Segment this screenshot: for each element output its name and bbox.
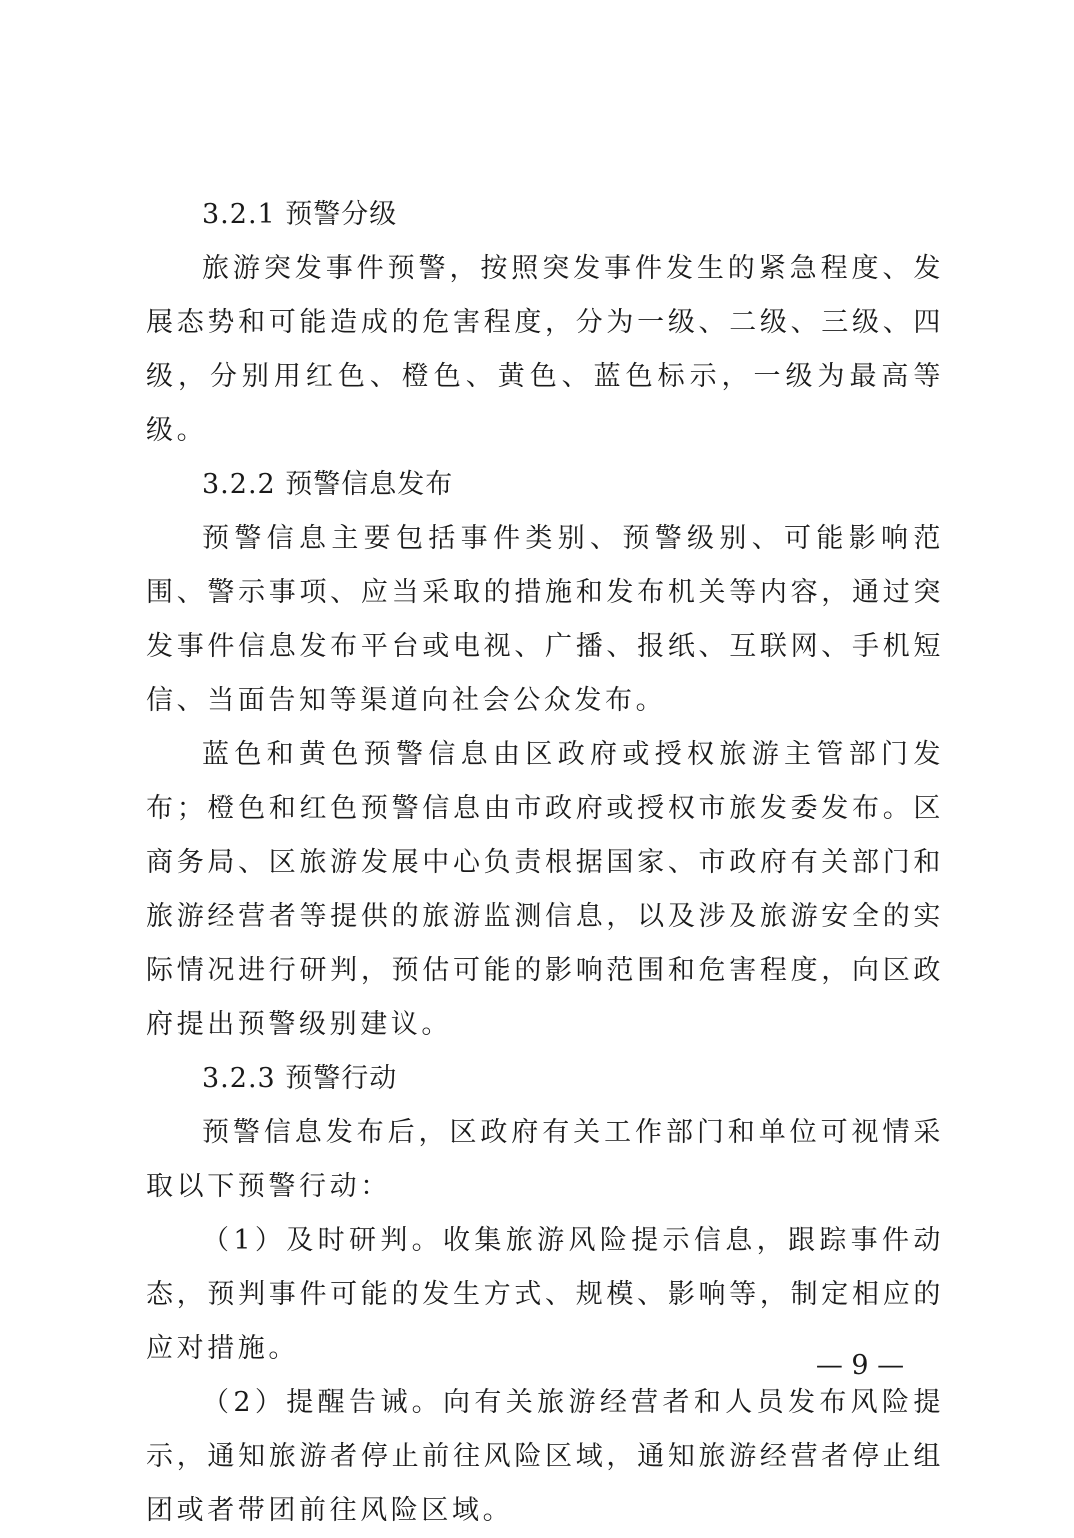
paragraph-warning-content: 预警信息主要包括事件类别、预警级别、可能影响范围、警示事项、应当采取的措施和发布机关等内容，通过突发事件信息发布平台或电视、广播、报纸、互联网、手机短信、当面告知等渠道向社会公众发布。 (146, 523, 944, 716)
section-heading-3-2-1: 3.2.1 预警分级 (202, 199, 398, 230)
paragraph-action-2: （2）提醒告诫。向有关旅游经营者和人员发布风险提示，通知旅游者停止前往风险区域，通知旅游经营者停止组团或者带团前往风险区域。 (146, 1387, 944, 1526)
section-heading-3-2-2: 3.2.2 预警信息发布 (202, 469, 454, 500)
paragraph-warning-actions-intro: 预警信息发布后，区政府有关工作部门和单位可视情采取以下预警行动： (146, 1117, 944, 1202)
document-body (146, 188, 944, 1538)
section-heading-3-2-3: 3.2.3 预警行动 (202, 1063, 398, 1094)
paragraph-warning-levels: 旅游突发事件预警，按照突发事件发生的紧急程度、发展态势和可能造成的危害程度，分为一级、二级、三级、四级，分别用红色、橙色、黄色、蓝色标示，一级为最高等级。 (146, 253, 944, 446)
page-number: — 9 — (815, 1350, 905, 1381)
paragraph-warning-issuers: 蓝色和黄色预警信息由区政府或授权旅游主管部门发布；橙色和红色预警信息由市政府或授权市旅发委发布。区商务局、区旅游发展中心负责根据国家、市政府有关部门和旅游经营者等提供的旅游监测信息，以及涉及旅游安全的实际情况进行研判，预估可能的影响范围和危害程度，向区政府提出预警级别建议。 (146, 739, 944, 1040)
paragraph-action-1: （1）及时研判。收集旅游风险提示信息，跟踪事件动态，预判事件可能的发生方式、规模、影响等，制定相应的应对措施。 (146, 1225, 944, 1364)
